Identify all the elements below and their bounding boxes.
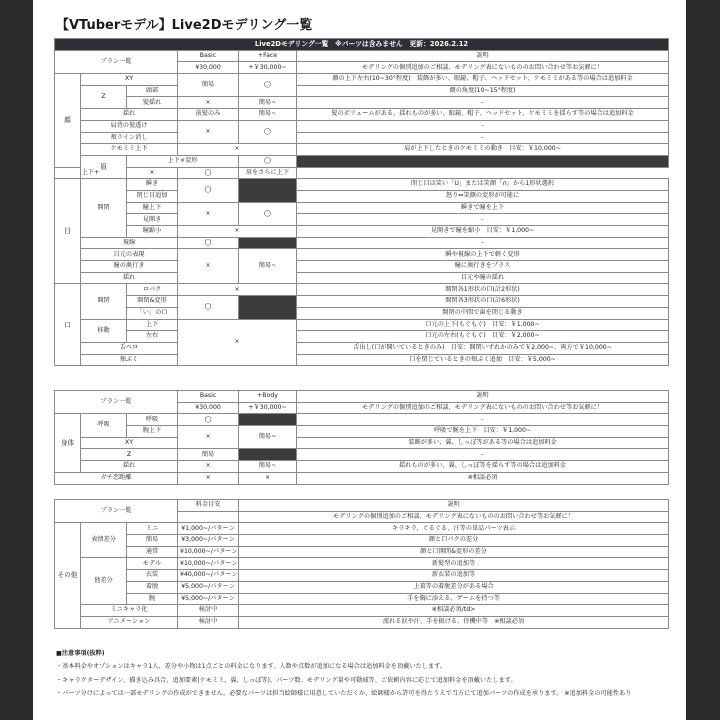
cell-face-na	[239, 179, 297, 202]
row-label: 通常	[127, 546, 178, 558]
row-group-label: 移動	[81, 319, 127, 342]
live2d-modeling-table	[54, 38, 669, 366]
row-label: 着脱	[127, 581, 178, 593]
row-description: -	[297, 120, 669, 132]
cell-basic: ◯	[178, 296, 239, 319]
row-group-label: 表情差分	[81, 523, 127, 558]
row-label: 上下+	[55, 167, 127, 179]
cell-basic: ×	[178, 120, 239, 143]
row-label: 肩背の髪透け	[81, 120, 178, 132]
row-label: XY	[81, 437, 178, 449]
price-basic: ¥30,000	[178, 62, 239, 74]
row-label: 閉じ目追加	[127, 190, 178, 202]
col-price: 料金目安	[178, 500, 239, 512]
row-label: 頭部	[127, 85, 178, 97]
row-label: アニメーション	[81, 616, 178, 628]
cell-face: 簡易~	[239, 109, 297, 121]
row-description: 口元の上下(もぐもぐ) 目安：￥1,000~	[297, 319, 669, 331]
row-description: -	[297, 414, 669, 426]
cell-body: 簡易~	[239, 461, 297, 473]
cell-basic: ◯	[178, 237, 239, 249]
cell-basic: 前髪のみ	[178, 109, 239, 121]
row-description: 目元や瞳の揺れ	[297, 272, 669, 284]
row-description: 上着等の着脱差分がある場合	[239, 581, 669, 593]
row-label: Z	[81, 449, 178, 461]
body-modeling-table	[54, 390, 669, 485]
cell-body: 簡易~	[239, 426, 297, 449]
col-basic: Basic	[178, 50, 239, 62]
cell-body-na	[239, 414, 297, 426]
row-label: 頬ぷく	[81, 354, 178, 366]
row-description: 手を胸に添える、ゲームを持つ等	[239, 593, 669, 605]
cell-basic-face: ×	[178, 226, 297, 238]
row-description: 開閉の中間で歯を閉じる動き	[297, 307, 669, 319]
row-label: 瞳縮小	[127, 226, 178, 238]
row-description: 瞳に奥行きをプラス	[297, 261, 669, 273]
row-label: 揺れ	[81, 272, 178, 284]
note-line: ・キャラクターデザイン、描き込み具合、追加要素(ケモミミ、翼、しっぽ等)、パーツ数、モデリング量や可動域等、ご依頼内容に応じて追加料金を頂戴いたします。	[56, 676, 517, 684]
row-label: ロパク	[127, 284, 178, 296]
row-description: 新髪型の追加等	[239, 558, 669, 570]
table-header: Live2Dモデリング一覧 ※パーツは含みません 更新：2026.2.12	[55, 39, 669, 51]
group-eye: 目	[55, 179, 81, 284]
row-group-label: 呼吸	[81, 414, 127, 437]
row-label: 目元の表現	[81, 249, 178, 261]
cell-face: 簡易~	[239, 249, 297, 284]
cell-face: ◯	[178, 167, 239, 179]
cell-basic: ×	[178, 249, 239, 284]
group-other: その他	[55, 523, 81, 628]
row-label: モデル	[127, 558, 178, 570]
cell-face: ◯	[239, 202, 297, 225]
row-group-label: 開閉	[81, 179, 127, 237]
row-label: 呼吸	[127, 414, 178, 426]
notes-title: ■注意事項(抜粋)	[56, 650, 105, 657]
cell-basic: 簡易	[178, 74, 239, 97]
cell-basic: ×	[178, 472, 239, 484]
col-description: 説明	[297, 50, 669, 62]
row-label: 上下	[127, 319, 178, 331]
cell-basic-face: ×	[178, 284, 297, 296]
row-label: ミニ	[127, 523, 178, 535]
page-title: 【VTuberモデル】Live2Dモデリング一覧	[56, 18, 313, 33]
cell-price: 検討中	[178, 616, 239, 628]
row-description: -	[297, 237, 669, 249]
row-description: -	[297, 449, 669, 461]
notes-section	[56, 647, 686, 700]
cell-basic: ×	[127, 167, 178, 179]
group-body: 身体	[55, 414, 81, 472]
row-description: ※相談必須/td>	[239, 605, 669, 617]
row-description: 眉をさらに上下	[239, 167, 297, 179]
row-description: 揺れものが多い、翼、しっぽ等を揺らす等の場合は追加料金	[297, 461, 669, 473]
row-label: 見開き	[127, 214, 178, 226]
row-label: 「い」の口	[127, 307, 178, 319]
cell-basic: ×	[178, 426, 239, 449]
row-description: 顔の角度(10~15°程度)	[297, 85, 669, 97]
row-description: 顔と口パクの差分	[239, 535, 669, 547]
cell-face: ◯	[239, 74, 297, 97]
row-label: ガチ恋距離	[55, 472, 178, 484]
row-label: 瞳上下	[127, 202, 178, 214]
row-description: ※相談必須	[297, 472, 669, 484]
plan-list-label: プラン一覧	[55, 500, 178, 523]
price-description: モデリングの個別追加のご相談、モデリング表にないもののお問い合わせ等お気軽に！	[297, 62, 669, 74]
cell-basic-face: ×	[178, 319, 297, 366]
row-label: ミニキャラ化	[81, 605, 178, 617]
price-body: +￥30,000~	[239, 402, 297, 414]
row-label: 衣装	[127, 570, 178, 582]
row-description: -	[297, 97, 669, 109]
cell-basic: ◯	[178, 179, 239, 202]
row-description: キラキラ、ぐるぐる、汗等の単品パーツ表示	[239, 523, 669, 535]
row-description: 開閉各1形状の口(計2形状)	[297, 284, 669, 296]
cell-basic-face: ×	[178, 144, 297, 156]
row-label: 開閉&変形	[127, 296, 178, 308]
row-description: 呼吸で腕を上下 目安：￥1,000~	[297, 426, 669, 438]
cell-price: ¥5,000~/パターン	[178, 593, 239, 605]
row-group-label: Z	[81, 85, 127, 108]
cell-price: ¥3,000~/パターン	[178, 535, 239, 547]
row-description: 髪のボリュームがある、揺れものが多い、眼鏡、帽子、ヘッドセット、ケモミミを揺らす等の場合は追加料金	[297, 109, 669, 121]
group-mouth: 口	[55, 284, 81, 366]
cell-body-na	[239, 449, 297, 461]
group-face: 顔	[55, 74, 81, 168]
cell-price: ¥10,000~/パターン	[178, 546, 239, 558]
col-basic: Basic	[178, 391, 239, 403]
row-description: 見開きで瞳を縮小 目安：￥1,000~	[297, 226, 669, 238]
row-label: 瞳の奥行き	[81, 261, 178, 273]
cell-price: 検討中	[178, 605, 239, 617]
cell-price: ¥5,000~/パターン	[178, 581, 239, 593]
cell-basic: ×	[178, 461, 239, 473]
col-description: 説明	[297, 391, 669, 403]
note-line: ・パーツ分けによっては一部モデリングの作成ができません。必要なパーツは担当絵師様に用意していただくか、絵師様から許可を得たうえで当方にて追加パーツの作成を承ります。 ※追加料金の可能性あり	[56, 689, 632, 697]
row-label: 上下×変形	[127, 155, 239, 167]
row-description: 顔と口開閉&変形の差分	[239, 546, 669, 558]
price-description: モデリングの個別追加のご相談、モデリング表にないもののお問い合わせ等お気軽に！	[239, 511, 669, 523]
row-description: 口を閉じているときの頬ぷく追加 目安：￥5,000~	[297, 354, 669, 366]
row-label: 頬ライン消し	[81, 132, 178, 144]
row-description: -	[297, 132, 669, 144]
cell-basic: ◯	[178, 414, 239, 426]
row-group-label: 他差分	[81, 558, 127, 605]
cell-face: 簡易~	[239, 97, 297, 109]
price-description: モデリングの個別追加のご相談、モデリング表にないもののお問い合わせ等お気軽に！	[297, 402, 669, 414]
row-label: 舌ベロ	[81, 342, 178, 354]
group-brow: 眉	[81, 155, 127, 178]
price-empty	[178, 511, 239, 523]
row-label: 揺れ	[81, 461, 178, 473]
row-label: XY	[81, 74, 178, 86]
row-label: 髪揺れ	[127, 97, 178, 109]
other-options-table	[54, 499, 669, 629]
row-description: -	[297, 214, 669, 226]
row-label: 左右	[127, 331, 178, 343]
row-description: 顔の上下左右(10~30°程度) 装飾が多い、眼鏡、帽子、ヘッドセット、ケモミミがある等の場合は追加料金	[297, 74, 669, 86]
cell-price: ¥10,000~/パターン	[178, 558, 239, 570]
col-description: 説明	[239, 500, 669, 512]
row-description: 肩が上下したときのケモミミの動き 目安：￥10,000~	[297, 144, 669, 156]
cell-basic: ◯	[239, 155, 297, 167]
row-description: 瞬きで瞳を上下	[297, 202, 669, 214]
row-label: 簡易	[127, 535, 178, 547]
cell-face-na	[239, 296, 297, 319]
row-label: 揺れ	[81, 109, 178, 121]
row-description: 装飾が多い、翼、しっぽ等がある等の場合は追加料金	[297, 437, 669, 449]
cell-body: ×	[239, 472, 297, 484]
row-label: ケモミミ上下	[81, 144, 178, 156]
row-label: 瞬き	[127, 179, 178, 191]
cell-basic: 簡易	[178, 449, 239, 461]
row-group-label: 開閉	[81, 284, 127, 319]
row-description: 口元の左右(もぐもぐ) 目安：￥2,000~	[297, 331, 669, 343]
row-label: 腕上下	[127, 426, 178, 438]
cell-basic: ×	[178, 97, 239, 109]
row-description: 新衣装の追加等	[239, 570, 669, 582]
plan-list-label: プラン一覧	[55, 391, 178, 414]
col-body: +Body	[239, 391, 297, 403]
cell-price: ¥40,000~/パターン	[178, 570, 239, 582]
row-description: 閉じ目は笑い「U」または笑顔「∩」から1形状選択	[297, 179, 669, 191]
cell-face-na	[239, 237, 297, 249]
row-label: 腕	[127, 593, 178, 605]
cell-face-na	[297, 155, 669, 167]
row-description: 怒り⇔笑顔の変形が可能に	[297, 190, 669, 202]
col-face: +Face	[239, 50, 297, 62]
row-description: 開閉各3形状の口(計6形状)	[297, 296, 669, 308]
cell-basic: ×	[178, 202, 239, 225]
row-description: 瞬や視線の上下で軽く変形	[297, 249, 669, 261]
price-face: +￥30,000~	[239, 62, 297, 74]
cell-face: ◯	[239, 120, 297, 143]
cell-price: ¥1,000~/パターン	[178, 523, 239, 535]
row-label: 視線	[81, 237, 178, 249]
row-description: 流れる涙や汗、手を振ける、待機中等 ※相談必須	[239, 616, 669, 628]
price-basic: ¥30,000	[178, 402, 239, 414]
plan-list-label: プラン一覧	[55, 50, 178, 73]
note-line: ・基本料金やオプションはキャラ1人、差分や小物は1点ごとの料金になります。人数や点数が追加になる場合は追加料金を頂戴いたします。	[56, 663, 446, 671]
row-description: 舌出し(口が開いているときのみ) 目安：開閉いずれかのみで￥2,000~、両方で￥10,000~	[297, 342, 669, 354]
